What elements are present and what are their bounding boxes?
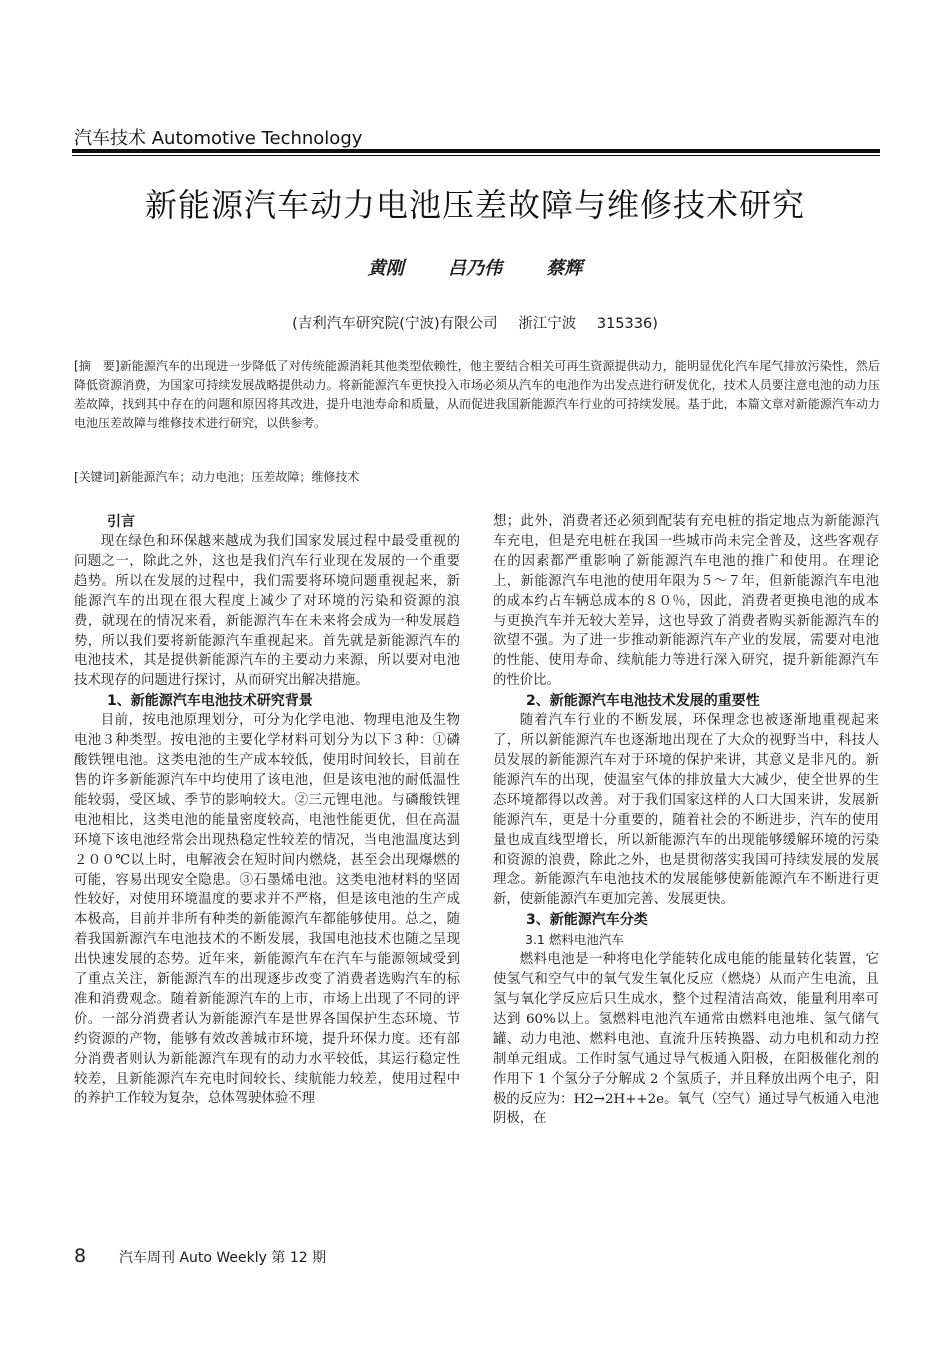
running-header: 汽车技术 Automotive Technology: [74, 128, 363, 149]
page-number: 8: [74, 1245, 87, 1267]
authors: [0, 254, 950, 280]
author-name: 蔡辉: [546, 258, 583, 279]
left-column: [74, 512, 460, 1109]
affiliation: [0, 312, 950, 333]
affiliation-zip: 315336): [596, 316, 658, 332]
paragraph-section-2: 随着汽车行业的不断发展，环保理念也被逐渐地重视起来了，所以新能源汽车也逐渐地出现在了大众的视野当中，科技人员发展的新能源汽车对于环境的保护来讲，其意义是非凡的。新能源汽车的出现，使温室气体的排放量大大减少，使全世界的生态环境都得以改善。对于我们国家这样的人口大国来讲，发展新能源汽车，更是十分重要的，随着社会的不断进步，汽车的使用量也成直线型增长，所以新能源汽车的出现能够缓解环境的污染和资源的浪费，除此之外，也是贯彻落实我国可持续发展的发展理念。新能源汽车电池技术的发展能够使新能源汽车不断进行更新，使新能源汽车更加完善、发展更快。: [493, 713, 879, 908]
header-rule-thick: [72, 149, 880, 153]
section-heading-intro: 引言: [107, 514, 135, 530]
paragraph-section-1-continued: 想；此外，消费者还必须到配装有充电桩的指定地点为新能源汽车充电，但是充电桩在我国一些城市尚未完全普及，这些客观存在的因素都严重影响了新能源汽车电池的推广和使用。在理论上，新能源汽车电池的使用年限为５～７年，但新能源汽车电池的成本约占车辆总成本的８０％，因此，消费者更换电池的成本与更换汽车并无较大差异，这也导致了消费者购买新能源汽车的欲望不强。为了进一步推动新能源汽车产业的发展，需要对电池的性能、使用寿命、续航能力等进行深入研究，提升新能源汽车的性价比。: [493, 514, 879, 689]
paragraph-intro: 现在绿色和环保越来越成为我们国家发展过程中最受重视的问题之一，除此之外，这也是我们汽车行业现在发展的一个重要趋势。所以在发展的过程中，我们需要将环境问题重视起来，新能源汽车的出现在很大程度上减少了对环境的污染和资源的浪费，就现在的情况来看，新能源汽车在未来将会成为一种发展趋势，所以我们要将新能源汽车重视起来。首先就是新能源汽车的电池技术，其是提供新能源汽车的主要动力来源，所以要对电池技术现存的问题进行探讨，从而研究出解决措施。: [74, 534, 460, 689]
author-name: 吕乃伟: [448, 258, 502, 279]
header-rule-thin: [72, 155, 880, 156]
paragraph-section-3-1: 燃料电池是一种将电化学能转化成电能的能量转化装置，它使氢气和空气中的氧气发生氧化反应（燃烧）从而产生电流，且氢与氧化学反应后只生成水，整个过程清洁高效，能量利用率可达到 60%以上。氢燃料电池汽车通常由燃料电池堆、氢气储气罐、动力电池、燃料电池、直流升压转换器、动力电机和动力控制单元组成。工作时氢气通过导气板通入阳极，在阳极催化剂的作用下 1 个氢分子分解成 2 个氢质子，并且释放出两个电子，阳极的反应为：H2→2H++2e。氧气（空气）通过导气板通入电池阴极，在: [493, 952, 879, 1127]
author-name: 黄刚: [367, 258, 404, 279]
footer-journal: 汽车周刊 Auto Weekly 第 12 期: [119, 1250, 327, 1266]
article-title: 新能源汽车动力电池压差故障与维修技术研究: [144, 186, 805, 224]
paragraph-section-1: 目前，按电池原理划分，可分为化学电池、物理电池及生物电池３种类型。按电池的主要化学材料可划分为以下３种：①磷酸铁锂电池。这类电池的生产成本较低，使用时间较长，目前在售的许多新能源汽车中均使用了该电池，但是该电池的耐低温性能较弱，受区域、季节的影响较大。②三元锂电池。与磷酸铁锂电池相比，这类电池的能量密度较高，电池性能更优，但在高温环境下该电池经常会出现热稳定性较差的情况，当电池温度达到２００℃以上时，电解液会在短时间内燃烧，甚至会出现爆燃的可能，容易出现安全隐患。③石墨烯电池。这类电池材料的坚固性较好，对使用环境温度的要求并不严格，但是该电池的生产成本极高，目前并非所有种类的新能源汽车都能够使用。总之，随着我国新源汽车电池技术的不断发展，我国电池技术也随之呈现出快速发展的态势。近年来，新能源汽车在汽车与能源领域受到了重点关注，新能源汽车的出现逐步改变了消费者选购汽车的标准和消费观念。随着新能源汽车的上市，市场上出现了不同的评价。一部分消费者认为新能源汽车是世界各国保护生态环境、节约资源的产物，能够有效改善城市环境，提升环保力度。还有部分消费者则认为新能源汽车现有的动力水平较低，其运行稳定性较差，且新能源汽车充电时间较长、续航能力较差，使用过程中的养护工作较为复杂，总体驾驶体验不理: [74, 713, 460, 1107]
abstract-text: 新能源汽车的出现进一步降低了对传统能源消耗其他类型依赖性，他主要结合相关可再生资源提供动力，能明显优化汽车尾气排放污染性，然后降低资源消费，为国家可持续发展战略提供动力。将新能源汽车更快投入市场必须从汽车的电池作为出发点进行研发优化，技术人员要注意电池的动力压差故障，找到其中存在的问题和原因将其改进，提升电池寿命和质量，从而促进我国新能源汽车行业的可持续发展。基于此，本篇文章对新能源汽车动力电池压差故障与维修技术进行研究，以供参考。: [74, 359, 880, 430]
keywords-label: [关键词]: [74, 470, 120, 484]
affiliation-city: 浙江宁波: [518, 316, 577, 332]
section-heading-1: 1、新能源汽车电池技术研究背景: [107, 693, 313, 710]
keywords: [74, 468, 880, 487]
section-heading-3: 3、新能源汽车分类: [526, 912, 648, 929]
subsection-heading-3-1: 3.1 燃料电池汽车: [525, 932, 624, 948]
keywords-text: 新能源汽车；动力电池；压差故障；维修技术: [119, 470, 360, 484]
section-heading-2: 2、新能源汽车电池技术发展的重要性: [526, 693, 760, 710]
abstract-label: [摘 要]: [74, 359, 120, 373]
abstract: [74, 357, 880, 433]
affiliation-org: (吉利汽车研究院(宁波)有限公司: [292, 316, 498, 332]
right-column: [493, 512, 879, 1129]
